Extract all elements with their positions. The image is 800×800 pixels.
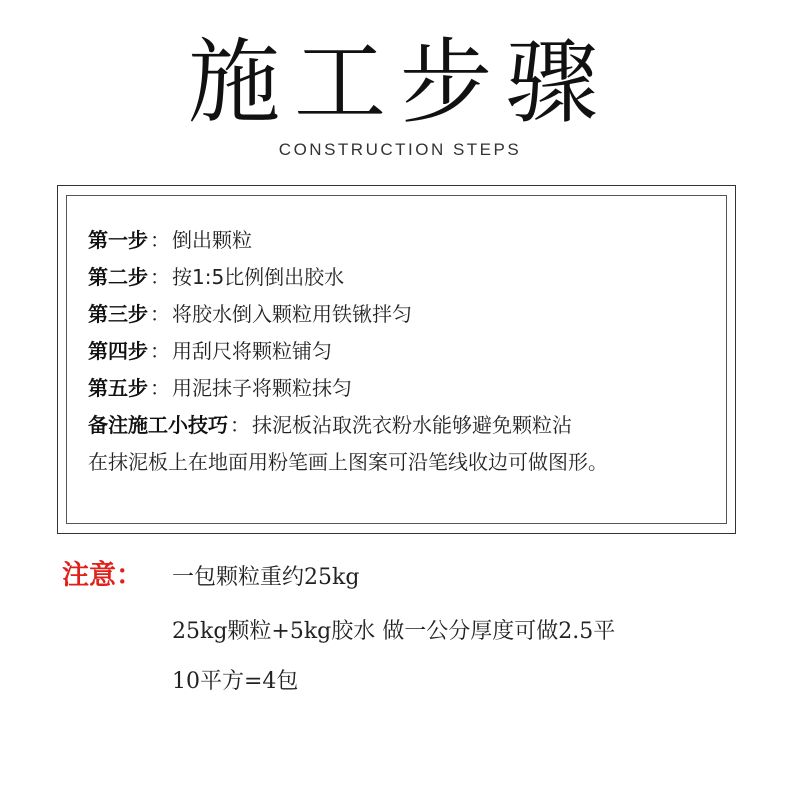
step-4 [88,333,728,370]
step-separator: ： [230,413,250,437]
step-text: 抹泥板沾取洗衣粉水能够避免颗粒沾 [252,413,572,437]
step-label: 备注施工小技巧 [88,413,228,437]
notice-line-weight: 一包颗粒重约25kg [172,565,360,590]
steps-list [88,222,728,481]
notice-line-coverage: 10平方=4包 [172,669,299,694]
step-3 [88,296,728,333]
tip-continuation: 在抹泥板上在地面用粉笔画上图案可沿笔线收边可做图形。 [88,450,608,474]
step-separator: ： [150,228,170,252]
step-separator: ： [150,376,170,400]
step-text: 用刮尺将颗粒铺匀 [172,339,332,363]
page-title: 施工步骤 [187,29,612,136]
step-2 [88,259,728,296]
step-1 [88,222,728,259]
step-text: 将胶水倒入颗粒用铁锹拌匀 [172,302,412,326]
page-subtitle: CONSTRUCTION STEPS [278,140,522,159]
step-tip [88,407,728,444]
step-separator: ： [150,339,170,363]
step-text: 按1:5比例倒出胶水 [172,265,345,289]
step-label: 第四步 [88,339,148,363]
step-separator: ： [150,302,170,326]
step-label: 第三步 [88,302,148,326]
step-separator: ： [150,265,170,289]
step-text: 用泥抹子将颗粒抹匀 [172,376,352,400]
notice-label: 注意： [62,560,143,591]
step-label: 第五步 [88,376,148,400]
notice-line-ratio: 25kg颗粒+5kg胶水 做一公分厚度可做2.5平 [172,619,616,644]
step-label: 第二步 [88,265,148,289]
step-text: 倒出颗粒 [172,228,252,252]
step-label: 第一步 [88,228,148,252]
step-5 [88,370,728,407]
